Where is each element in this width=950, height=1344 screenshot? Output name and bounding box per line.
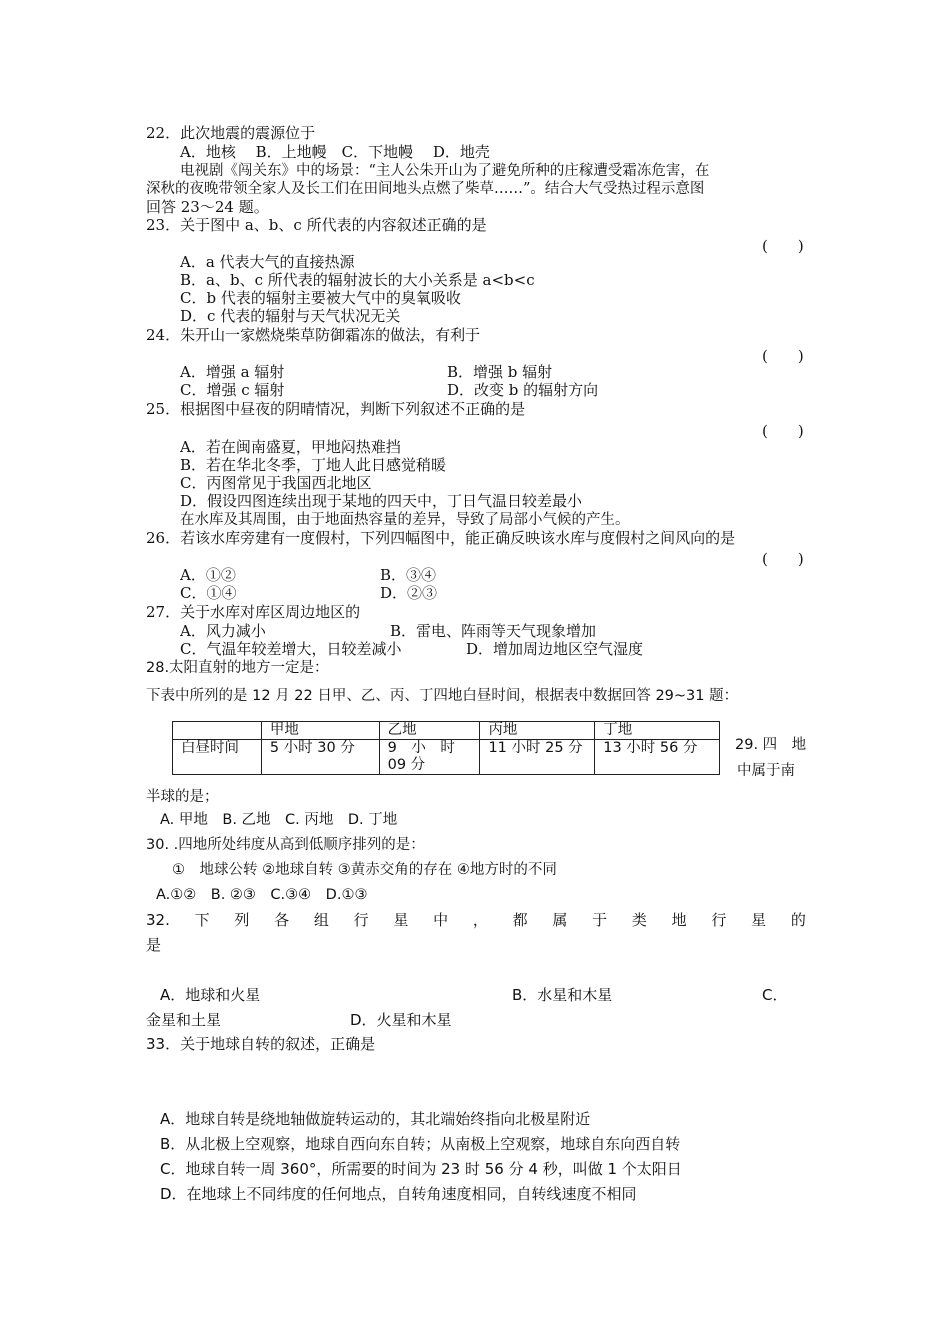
q32-option-a: A．地球和火星: [160, 986, 261, 1004]
q30-items: ① 地球公转 ②地球自转 ③黄赤交角的存在 ④地方时的不同: [172, 862, 557, 878]
q32-stem: [146, 911, 806, 929]
q32-char: 组: [313, 911, 329, 929]
q23-answer-paren: ( ): [762, 237, 804, 255]
q25-option-d: D．假设四图连续出现于某地的四天中，丁日气温日较差最小: [180, 492, 583, 510]
q32-char: 列: [234, 911, 250, 929]
q23-option-a: A．a 代表大气的直接热源: [180, 253, 355, 271]
q32-option-b: B．水星和木星: [512, 986, 613, 1004]
table-cell: 5 小时 30 分: [261, 740, 379, 775]
q29-options: A. 甲地 B. 乙地 C. 丙地 D. 丁地: [160, 812, 398, 828]
table-header-cell: [173, 722, 262, 740]
q29-stem-cont: 半球的是；: [146, 789, 219, 805]
q32-option-c-label: C．: [762, 986, 788, 1004]
q23-option-b: B．a、b、c 所代表的辐射波长的大小关系是 a<b<c: [180, 271, 535, 289]
q32-char: 类: [631, 911, 647, 929]
q32-char: 的: [790, 911, 806, 929]
intro26: 在水库及其周围，由于地面热容量的差异，导致了局部小气候的产生。: [180, 512, 630, 528]
q22-options: A．地核 B．上地幔 C．下地幔 D．地壳: [180, 143, 490, 161]
table-intro: 下表中所列的是 12 月 22 日甲、乙、丙、丁四地白昼时间，根据表中数据回答 29~31 题：: [146, 688, 739, 704]
table-row-label: 白昼时间: [173, 740, 262, 775]
q25-option-a: A．若在闽南盛夏，甲地闷热难挡: [180, 438, 401, 456]
q26-option-c: C．①④: [180, 584, 237, 602]
q26-option-d: D．②③: [380, 584, 438, 602]
q32-option-c-text: 金星和土星: [146, 1011, 222, 1029]
q24-option-a: A．增强 a 辐射: [180, 363, 285, 381]
q29-side-line2: 中属于南: [737, 763, 795, 779]
table-cell: 9 小 时 09 分: [379, 740, 480, 775]
q32-char: 各: [274, 911, 290, 929]
q32-char: 于: [592, 911, 608, 929]
q24-option-d: D．改变 b 的辐射方向: [447, 381, 599, 399]
q23-option-c: C．b 代表的辐射主要被大气中的臭氧吸收: [180, 289, 461, 307]
q23-option-d: D．c 代表的辐射与天气状况无关: [180, 307, 401, 325]
q32-option-d: D．火星和木星: [350, 1011, 452, 1029]
q33-option-d: D．在地球上不同纬度的任何地点，自转角速度相同，自转线速度不相同: [160, 1185, 637, 1203]
q32-char: 星: [393, 911, 409, 929]
q28-stem: 28.太阳直射的地方一定是：: [146, 660, 329, 676]
q30-options: A.①② B. ②③ C.③④ D.①③: [156, 887, 368, 903]
intro23-line2: 深秋的夜晚带领全家人及长工们在田间地头点燃了柴草……”。结合大气受热过程示意图: [146, 181, 705, 197]
q29-side-line1: 29. 四 地: [735, 737, 807, 753]
intro23-line3: 回答 23～24 题。: [146, 198, 269, 216]
q27-stem: 27．关于水库对库区周边地区的: [146, 603, 361, 621]
q33-option-a: A．地球自转是绕地轴做旋转运动的，其北端始终指向北极星附近: [160, 1110, 591, 1128]
q27-option-d: D．增加周边地区空气湿度: [466, 640, 644, 658]
q33-option-b: B．从北极上空观察，地球自西向东自转；从南极上空观察，地球自东向西自转: [160, 1135, 681, 1153]
q26-answer-paren: ( ): [762, 550, 804, 568]
q32-stem-cont: 是: [146, 936, 162, 954]
q26-option-b: B．③④: [380, 566, 437, 584]
q24-stem: 24．朱开山一家燃烧柴草防御霜冻的做法，有利于: [146, 326, 481, 344]
table-cell: 13 小时 56 分: [595, 740, 720, 775]
q30-stem: 30. .四地所处纬度从高到低顺序排列的是：: [146, 837, 425, 853]
q26-stem: 26．若该水库旁建有一度假村，下列四幅图中，能正确反映该水库与度假村之间风向的是: [146, 529, 736, 547]
q24-option-b: B．增强 b 辐射: [447, 363, 553, 381]
q33-stem: 33．关于地球自转的叙述，正确是: [146, 1035, 376, 1053]
q27-option-a: A．风力减小: [180, 622, 266, 640]
q26-option-a: A．①②: [180, 566, 236, 584]
q32-char: 中: [433, 911, 449, 929]
q25-option-b: B．若在华北冬季，丁地人此日感觉稍暖: [180, 456, 447, 474]
q32-char: 行: [711, 911, 727, 929]
q32-char: 属: [552, 911, 568, 929]
q32-char: 32.: [146, 911, 170, 929]
q27-option-b: B．雷电、阵雨等天气现象增加: [390, 622, 597, 640]
q23-stem: 23．关于图中 a、b、c 所代表的内容叙述正确的是: [146, 216, 487, 234]
q32-char: ，: [472, 911, 488, 929]
q32-char: 都: [512, 911, 528, 929]
q32-char: 下: [194, 911, 210, 929]
q27-option-c: C．气温年较差增大，日较差减小: [180, 640, 402, 658]
table-header-cell: 丁地: [595, 722, 720, 740]
q22-stem: 22．此次地震的震源位于: [146, 124, 316, 142]
table-row: [173, 740, 720, 775]
q32-char: 星: [751, 911, 767, 929]
intro23-line1: 电视剧《闯关东》中的场景：“主人公朱开山为了避免所种的庄稼遭受霜冻危害，在: [180, 163, 710, 179]
q25-stem: 25．根据图中昼夜的阴晴情况，判断下列叙述不正确的是: [146, 400, 526, 418]
q24-answer-paren: ( ): [762, 347, 804, 365]
table-header-cell: 丙地: [480, 722, 595, 740]
table-header-cell: 乙地: [379, 722, 480, 740]
q33-option-c: C．地球自转一周 360°，所需要的时间为 23 时 56 分 4 秒，叫做 1 个太阳日: [160, 1160, 682, 1178]
q32-char: 行: [353, 911, 369, 929]
table-header-row: [173, 722, 720, 740]
q25-option-c: C．丙图常见于我国西北地区: [180, 474, 372, 492]
daylength-table: [172, 721, 720, 775]
table-cell: 11 小时 25 分: [480, 740, 595, 775]
table-header-cell: 甲地: [261, 722, 379, 740]
q32-char: 地: [671, 911, 687, 929]
q24-option-c: C．增强 c 辐射: [180, 381, 285, 399]
q25-answer-paren: ( ): [762, 422, 804, 440]
